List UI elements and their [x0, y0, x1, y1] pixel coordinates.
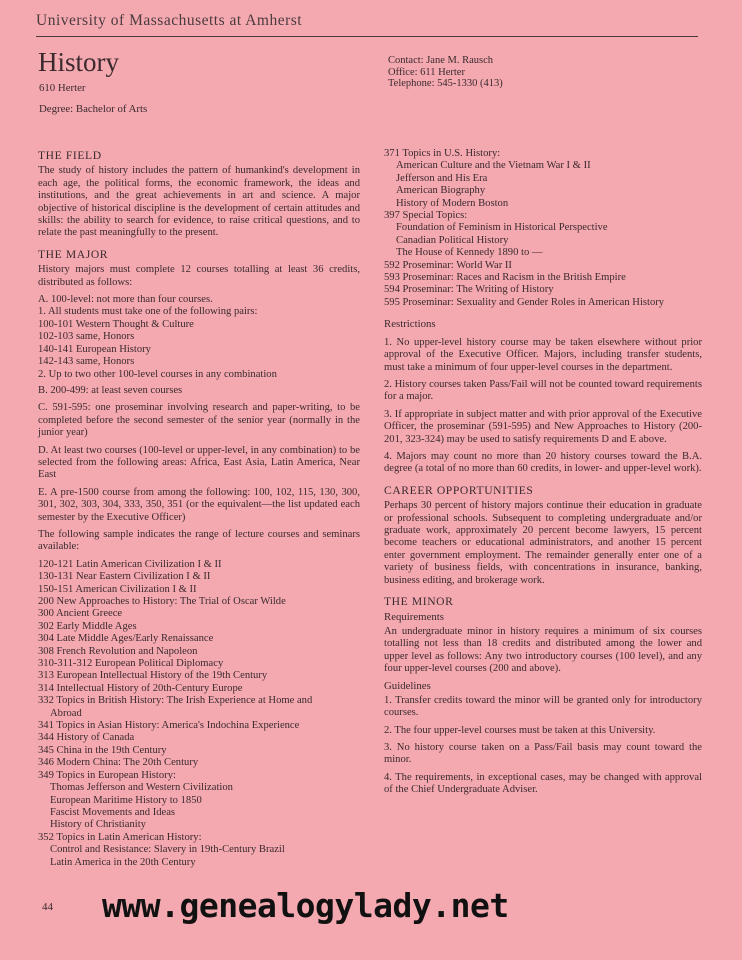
course-item: 314 Intellectual History of 20th-Century Europe	[38, 682, 243, 694]
department-room: 610 Herter	[39, 82, 86, 94]
careers-text: Perhaps 30 percent of history majors continue their education in graduate or professional schools. Subsequent to completing undergraduate and/or graduate work, approximately 20 percent become lawyers, 15 percent become teachers or educational administrators, and another 15 percent enter government employment. The remainder generally enter one of a variety of business fields, with concentrations in insurance, banking, business editing, and brokerage work.	[384, 500, 702, 586]
course-item: 595 Proseminar: Sexuality and Gender Roles in American History	[384, 296, 665, 308]
course-item: 120-121 Latin American Civilization I & II	[38, 558, 222, 570]
course-item: 349 Topics in European History:	[38, 769, 176, 781]
course-item: The House of Kennedy 1890 to —	[396, 247, 543, 259]
course-item: 310-311-312 European Political Diplomacy	[38, 658, 224, 670]
course-item: 332 Topics in British History: The Irish Experience at Home and	[38, 695, 313, 707]
course-item: 371 Topics in U.S. History:	[384, 148, 501, 159]
restrictions-heading: Restrictions	[384, 318, 436, 331]
pair-item: 142-143 same, Honors	[38, 356, 135, 368]
course-item: 397 Special Topics:	[384, 210, 468, 222]
major-heading: THE MAJOR	[38, 247, 109, 261]
header-rule	[36, 36, 698, 37]
req-a-title: A. 100-level: not more than four courses.	[38, 294, 213, 306]
minor-requirements-text: An undergraduate minor in history requires a minimum of six courses totalling not less than 18 credits and distributed among the lower and upper level as follows: Any two introductory courses (100 level), and any four upper-level courses (200 and above).	[384, 625, 702, 675]
minor-guidelines-heading: Guidelines	[384, 680, 431, 693]
course-item: Fascist Movements and Ideas	[50, 806, 176, 818]
careers-heading: CAREER OPPORTUNITIES	[384, 483, 534, 497]
restriction-item: 2. History courses taken Pass/Fail will not be counted toward requirements for a major.	[384, 378, 702, 403]
course-item: 346 Modern China: The 20th Century	[38, 757, 199, 769]
degree-line: Degree: Bachelor of Arts	[39, 103, 148, 115]
field-text: The study of history includes the pattern of humankind's development in each age, the political forms, the economic framework, the ideas and institutions, and the great achievements in art and science. A major objective of historical discipline is the development of certain attitudes and skills: the ability to search for evidence, to raise critical questions, and to relate the past meaningfully to the present.	[38, 165, 360, 239]
course-item: Jefferson and His Era	[396, 172, 488, 184]
minor-heading: THE MINOR	[384, 595, 454, 608]
pair-item: 140-141 European History	[38, 343, 151, 355]
req-a-2: 2. Up to two other 100-level courses in any combination	[38, 368, 277, 380]
course-item: 345 China in the 19th Century	[38, 744, 167, 756]
course-item: 300 Ancient Greece	[38, 608, 123, 620]
page-title: History	[38, 47, 119, 77]
course-item: 594 Proseminar: The Writing of History	[384, 284, 554, 296]
course-item: Canadian Political History	[396, 234, 509, 246]
contact-person: Contact: Jane M. Rausch	[388, 55, 493, 66]
course-item: Thomas Jefferson and Western Civilization	[50, 782, 233, 794]
major-intro: History majors must complete 12 courses totalling at least 36 credits, distributed as follows:	[38, 264, 360, 288]
req-a-1: 1. All students must take one of the following pairs:	[38, 306, 258, 318]
guideline-item: 2. The four upper-level courses must be taken at this University.	[384, 724, 656, 736]
pair-item: 102-103 same, Honors	[38, 331, 135, 343]
page-number: 44	[42, 901, 53, 913]
pair-item: 100-101 Western Thought & Culture	[38, 318, 194, 330]
course-item: History of Christianity	[50, 819, 146, 831]
minor-requirements-heading: Requirements	[384, 611, 444, 624]
contact-office: Office: 611 Herter	[388, 66, 465, 78]
course-item: 593 Proseminar: Races and Racism in the British Empire	[384, 272, 626, 284]
course-item: American Culture and the Vietnam War I & II	[396, 160, 591, 172]
course-item: European Maritime History to 1850	[50, 794, 202, 806]
watermark: www.genealogylady.net	[102, 886, 509, 925]
course-item: 341 Topics in Asian History: America's Indochina Experience	[38, 720, 300, 732]
course-item: 150-151 American Civilization I & II	[38, 583, 197, 595]
sample-intro: The following sample indicates the range of lecture courses and seminars available:	[38, 528, 360, 553]
contact-phone: Telephone: 545-1330 (413)	[388, 78, 503, 89]
course-item: Foundation of Feminism in Historical Perspective	[396, 222, 608, 234]
req-e: E. A pre-1500 course from among the following: 100, 102, 115, 130, 300, 301, 302, 303, 304, 333, 350, 351 (or the equivalent—the list updated each semester by the Executive Officer)	[38, 486, 360, 523]
course-item: 352 Topics in Latin American History:	[38, 831, 202, 843]
course-item: History of Modern Boston	[396, 197, 509, 209]
course-item: Latin America in the 20th Century	[50, 856, 196, 868]
restriction-item: 4. Majors may count no more than 20 history courses toward the B.A. degree (a total of no more than 60 credits, in lower- and upper-level work).	[384, 450, 702, 475]
course-item: American Biography	[396, 185, 486, 197]
course-item: 313 European Intellectual History of the 19th Century	[38, 670, 268, 682]
course-item: 344 History of Canada	[38, 732, 135, 744]
field-heading: THE FIELD	[38, 149, 102, 162]
university-header: University of Massachusetts at Amherst	[36, 12, 303, 29]
contact-block	[388, 55, 503, 90]
left-column	[38, 150, 360, 869]
course-item: Control and Resistance: Slavery in 19th-Century Brazil	[50, 844, 285, 856]
req-b: B. 200-499: at least seven courses	[38, 384, 183, 396]
restriction-item: 1. No upper-level history course may be taken elsewhere without prior approval of the Executive Officer. Majors, including transfer students, must take a minimum of four upper-level courses in the department.	[384, 336, 702, 373]
course-item: 592 Proseminar: World War II	[384, 259, 512, 271]
guideline-item: 3. No history course taken on a Pass/Fail basis may count toward the minor.	[384, 742, 702, 766]
req-d: D. At least two courses (100-level or upper-level, in any combination) to be selected from the following areas: Africa, East Asia, Latin America, Near East	[38, 444, 360, 481]
restriction-item: 3. If appropriate in subject matter and with prior approval of the Executive Officer, the proseminar (591-595) and New Approaches to History (200-201, 323-324) may be used to satisfy requirements D and E above.	[384, 408, 702, 445]
course-item: 200 New Approaches to History: The Trial of Oscar Wilde	[38, 596, 286, 607]
course-item: Abroad	[50, 707, 82, 719]
guideline-item: 1. Transfer credits toward the minor will be granted only for introductory courses.	[384, 694, 702, 719]
course-item: 302 Early Middle Ages	[38, 620, 137, 632]
req-c: C. 591-595: one proseminar involving research and paper-writing, to be completed before the second semester of the senior year (normally in the junior year)	[38, 402, 360, 439]
right-column	[384, 148, 702, 802]
course-item: 304 Late Middle Ages/Early Renaissance	[38, 633, 214, 645]
course-item: 130-131 Near Eastern Civilization I & II	[38, 571, 211, 583]
course-item: 308 French Revolution and Napoleon	[38, 645, 198, 657]
guideline-item: 4. The requirements, in exceptional cases, may be changed with approval of the Chief Undergraduate Adviser.	[384, 771, 702, 796]
